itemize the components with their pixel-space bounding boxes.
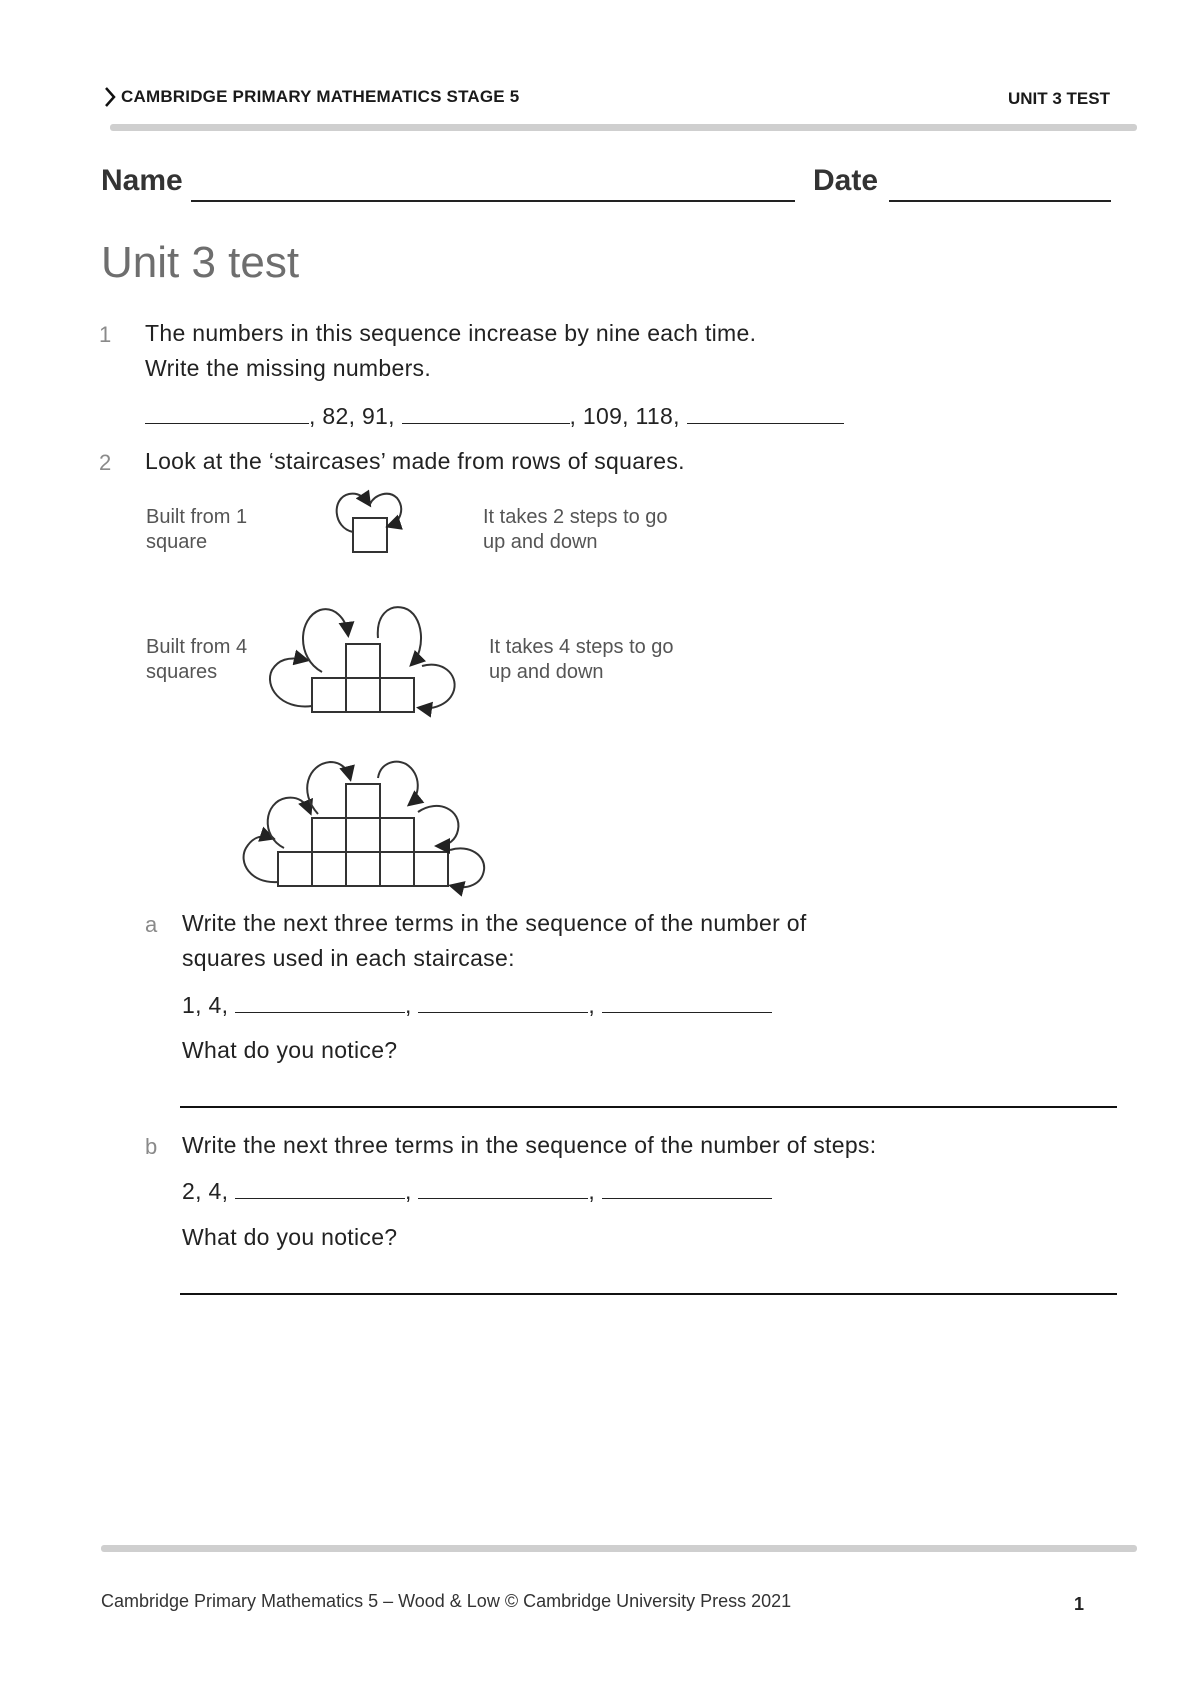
caption-line: Built from 1: [146, 506, 248, 528]
caption-line: square: [146, 531, 208, 553]
caption-line: It takes 4 steps to go: [489, 636, 674, 658]
name-date-row: [101, 164, 1111, 206]
running-header-left: [103, 86, 519, 108]
answer-line[interactable]: [180, 1106, 1117, 1108]
sequence-part: , 82, 91,: [309, 403, 402, 429]
name-label: Name: [101, 164, 183, 197]
staircase-9-squares: [240, 752, 490, 902]
sequence-row: 1, 4, , ,: [182, 992, 772, 1019]
question-number: 2: [99, 450, 112, 475]
date-field[interactable]: [889, 200, 1111, 202]
question-number: 1: [99, 322, 112, 347]
sequence-row: 2, 4, , ,: [182, 1178, 772, 1205]
caption-line: It takes 2 steps to go: [483, 506, 668, 528]
question-text: squares used in each staircase:: [182, 945, 515, 971]
answer-blank[interactable]: [402, 403, 570, 424]
sequence-part: 2, 4,: [182, 1178, 235, 1204]
answer-blank[interactable]: [235, 992, 405, 1013]
date-label: Date: [813, 164, 879, 197]
answer-blank[interactable]: [145, 403, 309, 424]
answer-blank[interactable]: [602, 992, 772, 1013]
question-text: The numbers in this sequence increase by nine each time.: [145, 320, 757, 346]
answer-blank[interactable]: [418, 992, 588, 1013]
sequence-part: , 109, 118,: [569, 403, 687, 429]
caption-line: Built from 4: [146, 636, 248, 658]
answer-blank[interactable]: [235, 1178, 405, 1199]
answer-blank[interactable]: [687, 403, 844, 424]
figure-caption: [146, 635, 247, 685]
unit-label: UNIT 3 TEST: [1007, 89, 1110, 108]
staircase-1-square: [325, 488, 415, 558]
figure-caption: [146, 505, 247, 555]
part-letter: b: [145, 1134, 158, 1159]
caption-line: up and down: [489, 661, 604, 683]
sequence-row: [145, 403, 844, 430]
question-text: What do you notice?: [182, 1224, 398, 1250]
question-text: What do you notice?: [182, 1037, 398, 1063]
page-number: 1: [1074, 1594, 1085, 1614]
caption-line: squares: [146, 661, 218, 683]
footer-rule: [101, 1545, 1137, 1552]
footer-copyright: Cambridge Primary Mathematics 5 – Wood & Low © Cambridge University Press 2021: [101, 1591, 792, 1611]
header-rule: [110, 124, 1137, 131]
answer-blank[interactable]: [418, 1178, 588, 1199]
part-letter: a: [145, 912, 158, 937]
name-field[interactable]: [191, 200, 795, 202]
question-text: Write the missing numbers.: [145, 355, 432, 381]
answer-blank[interactable]: [602, 1178, 772, 1199]
question-text: Write the next three terms in the sequence of the number of: [182, 910, 807, 936]
staircase-4-squares: [262, 598, 462, 718]
answer-line[interactable]: [180, 1293, 1117, 1295]
caption-line: up and down: [483, 531, 598, 553]
question-text: Write the next three terms in the sequence of the number of steps:: [182, 1132, 877, 1158]
figure-caption: [483, 505, 668, 555]
chevron-right-icon: [103, 86, 117, 108]
figure-caption: [489, 635, 674, 685]
question-text: Look at the ‘staircases’ made from rows of squares.: [145, 448, 685, 474]
series-title: CAMBRIDGE PRIMARY MATHEMATICS STAGE 5: [121, 87, 520, 106]
page-title: Unit 3 test: [101, 238, 300, 287]
sequence-part: 1, 4,: [182, 992, 235, 1018]
